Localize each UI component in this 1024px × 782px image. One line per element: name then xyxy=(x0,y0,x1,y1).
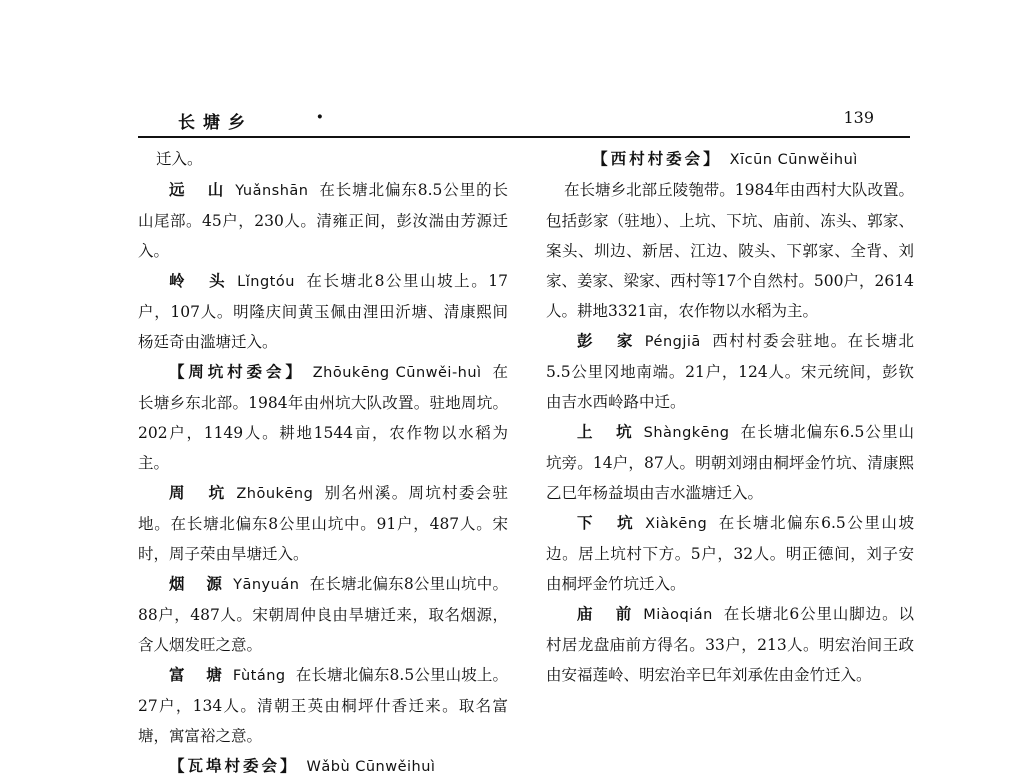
entry-head: 周 坑 xyxy=(169,483,229,502)
header-dot: · xyxy=(316,104,324,130)
entry-paragraph xyxy=(138,175,508,266)
entry-paragraph xyxy=(546,599,914,690)
entry-head: 【西村村委会】 xyxy=(592,149,722,168)
entry-paragraph xyxy=(138,660,508,751)
entry-pinyin: Miàoqián xyxy=(643,607,713,623)
entry-text: 在长塘北偏东6.5公里山坑旁。14户，87人。明朝刘翊由桐坪金竹坑、清康熙乙巳年杨益埙由吉水滥塘迁入。 xyxy=(546,423,914,502)
entry-text: 别名州溪。周坑村委会驻地。在长塘北偏东8公里山坑中。91户，487人。宋时，周子荣由旱塘迁入。 xyxy=(138,484,508,563)
page-header xyxy=(138,104,910,134)
entry-head: 庙 前 xyxy=(577,604,636,623)
page-number: 139 xyxy=(843,108,874,127)
entry-paragraph xyxy=(138,266,508,357)
entry-head: 【周坑村委会】 xyxy=(169,362,305,381)
entry-head: 烟 源 xyxy=(169,574,226,593)
entry-paragraph xyxy=(138,144,508,175)
entry-text: 在长塘北偏东8.5公里的长山尾部。45户，230人。清雍正间，彭汝湍由芳源迁入。 xyxy=(138,181,508,260)
entry-head: 富 塘 xyxy=(169,665,225,684)
right-column xyxy=(546,144,914,690)
entry-head: 上 坑 xyxy=(577,422,636,441)
entry-paragraph xyxy=(138,357,508,478)
entry-pinyin: Yuǎnshān xyxy=(235,183,309,199)
entry-text: 在长塘乡北部丘陵匏带。1984年由西村大队改置。包括彭家（驻地）、上坑、下坑、庙前、冻头、郭家、案头、圳边、新居、江边、陂头、下郭家、全背、刘家、姜家、梁家、西村等17个自然村。500户，2614人。耕地3321亩，农作物以水稻为主。 xyxy=(546,181,914,320)
section-heading xyxy=(546,144,914,175)
entry-paragraph xyxy=(138,478,508,569)
entry-paragraph xyxy=(546,326,914,417)
entry-paragraph xyxy=(546,175,914,326)
entry-pinyin: Péngjiā xyxy=(644,334,701,350)
left-column xyxy=(138,144,508,782)
entry-pinyin: Xīcūn Cūnwěihuì xyxy=(729,152,858,168)
entry-pinyin: Lǐngtóu xyxy=(237,274,295,290)
entry-head: 彭 家 xyxy=(577,331,637,350)
entry-pinyin: Yānyuán xyxy=(233,577,300,593)
entry-paragraph xyxy=(546,417,914,508)
entry-pinyin: Zhōukēng Cūnwěi-huì xyxy=(312,365,482,381)
header-rule xyxy=(138,136,910,138)
entry-text: 在长塘北偏东8公里山坑中。88户，487人。宋朝周仲良由旱塘迁来，取名烟源，含人烟发旺之意。 xyxy=(138,575,508,654)
entry-head: 岭 头 xyxy=(169,271,230,290)
entry-paragraph xyxy=(138,751,508,782)
entry-pinyin: Xiàkēng xyxy=(645,516,708,532)
entry-text: 迁入。 xyxy=(156,150,203,168)
entry-text: 在长塘北8公里山坡上。17户，107人。明隆庆间黄玉佩由浬田沂塘、清康熙间杨廷奇由滥塘迁入。 xyxy=(138,272,508,351)
entry-pinyin: Fùtáng xyxy=(232,668,286,684)
entry-text: 在长塘北6公里山脚边。以村居龙盘庙前方得名。33户，213人。明宏治间王政由安福莲岭、明宏治辛巳年刘承佐由金竹迁入。 xyxy=(546,605,914,684)
entry-paragraph xyxy=(546,508,914,599)
entry-pinyin: Shàngkēng xyxy=(643,425,730,441)
entry-paragraph xyxy=(138,569,508,660)
entry-head: 远 山 xyxy=(169,180,228,199)
entry-pinyin: Zhōukēng xyxy=(236,486,314,502)
running-title: 长塘乡 xyxy=(178,113,253,133)
entry-text: 在长塘乡东北部。1984年由州坑大队改置。驻地周坑。202户，1149人。耕地1544亩，农作物以水稻为主。 xyxy=(138,363,508,472)
entry-text: 在长塘北偏东6.5公里山坡边。居上坑村下方。5户，32人。明正德间，刘子安由桐坪金竹坑迁入。 xyxy=(546,514,914,593)
entry-head: 下 坑 xyxy=(577,513,638,532)
entry-text: 西村村委会驻地。在长塘北5.5公里冈地南端。21户，124人。宋元统间，彭钦由吉水西岭路中迁。 xyxy=(546,332,914,411)
entry-head: 【瓦埠村委会】 xyxy=(169,756,299,775)
entry-text: 在长塘北偏东8.5公里山坡上。27户，134人。清朝王英由桐坪什香迁来。取名富塘，寓富裕之意。 xyxy=(138,666,508,745)
entry-pinyin: Wǎbù Cūnwěihuì xyxy=(306,759,436,775)
